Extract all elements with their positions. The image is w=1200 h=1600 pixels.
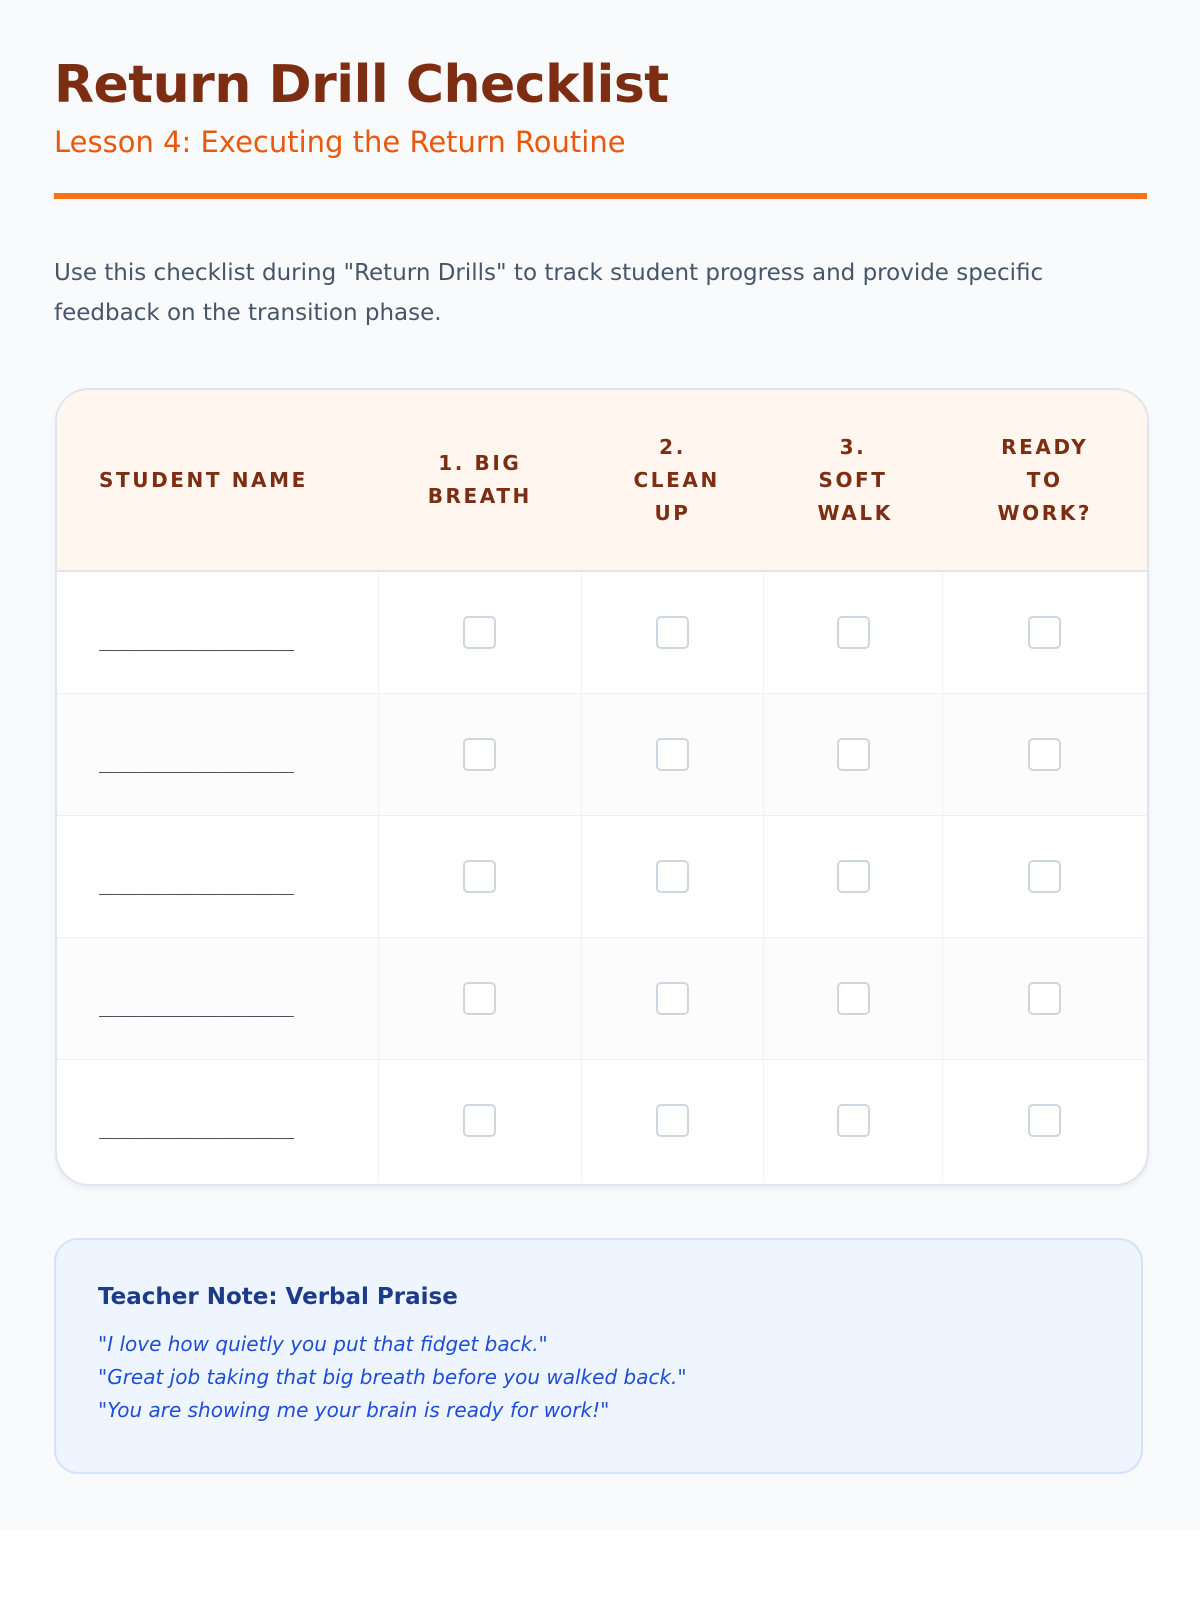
checkbox-cell: [582, 571, 764, 693]
checkbox-cell: [582, 815, 764, 937]
checkbox-cell: [942, 815, 1147, 937]
checklist-table: [57, 390, 1147, 1181]
soft-walk-checkbox[interactable]: [837, 616, 870, 649]
ready-to-work-checkbox[interactable]: [1028, 1104, 1061, 1137]
clean-up-checkbox[interactable]: [656, 860, 689, 893]
checkbox-cell: [764, 693, 943, 815]
student-name-field[interactable]: _________________: [57, 693, 378, 815]
checkbox-cell: [378, 937, 581, 1059]
checkbox-cell: [764, 571, 943, 693]
ready-to-work-checkbox[interactable]: [1028, 860, 1061, 893]
student-name-field[interactable]: _________________: [57, 937, 378, 1059]
checkbox-cell: [942, 693, 1147, 815]
table-row: [57, 815, 1147, 937]
checklist-table-card: [55, 388, 1149, 1186]
praise-quote: "I love how quietly you put that fidget back.": [98, 1332, 548, 1356]
big-breath-checkbox[interactable]: [463, 860, 496, 893]
checkbox-cell: [378, 571, 581, 693]
checkbox-cell: [582, 1059, 764, 1181]
clean-up-checkbox[interactable]: [656, 982, 689, 1015]
clean-up-checkbox[interactable]: [656, 738, 689, 771]
column-header-student-name: STUDENT NAME: [57, 390, 378, 571]
ready-to-work-checkbox[interactable]: [1028, 738, 1061, 771]
table-header-row: [57, 390, 1147, 571]
praise-quote: "You are showing me your brain is ready for work!": [98, 1398, 610, 1422]
table-row: [57, 571, 1147, 693]
checkbox-cell: [942, 571, 1147, 693]
big-breath-checkbox[interactable]: [463, 982, 496, 1015]
column-header-big-breath: 1. BIG BREATH: [378, 390, 581, 571]
clean-up-checkbox[interactable]: [656, 616, 689, 649]
lesson-subtitle: Lesson 4: Executing the Return Routine: [54, 125, 626, 159]
column-header-soft-walk: 3. SOFT WALK: [764, 390, 943, 571]
ready-to-work-checkbox[interactable]: [1028, 982, 1061, 1015]
student-name-field[interactable]: _________________: [57, 571, 378, 693]
big-breath-checkbox[interactable]: [463, 1104, 496, 1137]
table-row: [57, 937, 1147, 1059]
soft-walk-checkbox[interactable]: [837, 982, 870, 1015]
student-name-field[interactable]: _________________: [57, 815, 378, 937]
checkbox-cell: [582, 937, 764, 1059]
checkbox-cell: [942, 1059, 1147, 1181]
soft-walk-checkbox[interactable]: [837, 738, 870, 771]
column-header-clean-up: 2. CLEAN UP: [582, 390, 764, 571]
intro-text: Use this checklist during "Return Drills" to track student progress and provide specific feedback on the transition phase.: [54, 260, 1044, 326]
checkbox-cell: [764, 937, 943, 1059]
page-title: Return Drill Checklist: [54, 55, 669, 115]
clean-up-checkbox[interactable]: [656, 1104, 689, 1137]
big-breath-checkbox[interactable]: [463, 738, 496, 771]
checkbox-cell: [582, 693, 764, 815]
soft-walk-checkbox[interactable]: [837, 1104, 870, 1137]
teacher-note-title: Teacher Note: Verbal Praise: [98, 1284, 458, 1310]
column-header-ready-to-work: READY TO WORK?: [942, 390, 1147, 571]
checkbox-cell: [764, 815, 943, 937]
teacher-note-panel: [54, 1238, 1143, 1474]
soft-walk-checkbox[interactable]: [837, 860, 870, 893]
praise-quote: "Great job taking that big breath before you walked back.": [98, 1365, 687, 1389]
checkbox-cell: [378, 693, 581, 815]
ready-to-work-checkbox[interactable]: [1028, 616, 1061, 649]
table-row: [57, 1059, 1147, 1181]
checkbox-cell: [378, 815, 581, 937]
table-row: [57, 693, 1147, 815]
student-name-field[interactable]: _________________: [57, 1059, 378, 1181]
checkbox-cell: [378, 1059, 581, 1181]
checkbox-cell: [942, 937, 1147, 1059]
big-breath-checkbox[interactable]: [463, 616, 496, 649]
header-divider: [54, 193, 1147, 199]
checkbox-cell: [764, 1059, 943, 1181]
